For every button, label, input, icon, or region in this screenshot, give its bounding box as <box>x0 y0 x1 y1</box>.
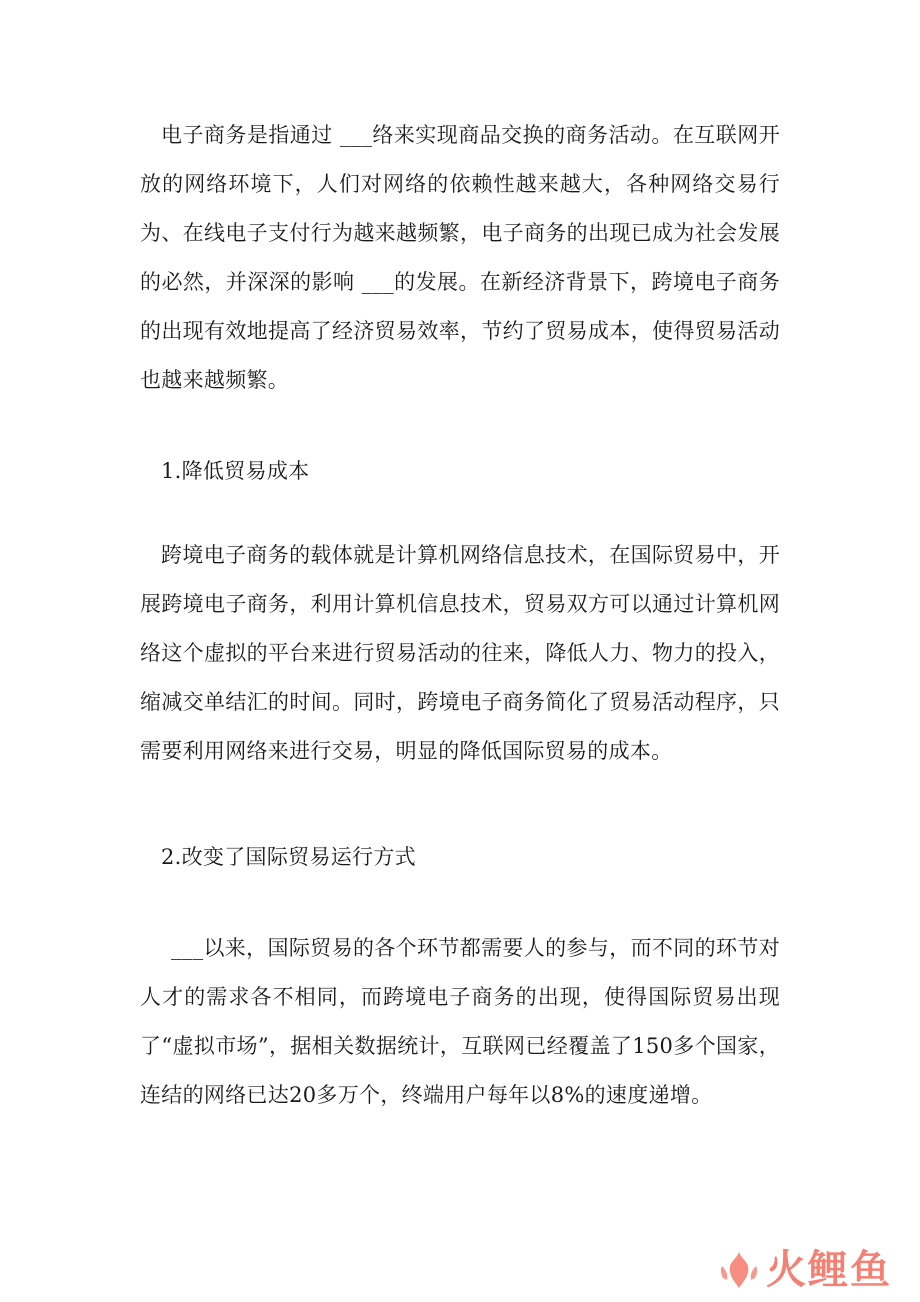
section-heading-2: 2.改变了国际贸易运行方式 <box>161 845 416 869</box>
paragraph-cost: 跨境电子商务的载体就是计算机网络信息技术，在国际贸易中，开展跨境电子商务，利用计算机信息技术，贸易双方可以通过计算机网络这个虚拟的平台来进行贸易活动的往来，降低人力、物力的投入，缩减交单结汇的时间。同时，跨境电子商务简化了贸易活动程序，只需要利用网络来进行交易，明显的降低国际贸易的成本。 <box>140 543 780 763</box>
fire-icon <box>716 1248 762 1292</box>
paragraph-trade-mode: ___以来，国际贸易的各个环节都需要人的参与，而不同的环节对人才的需求各不相同，而跨境电子商务的出现，使得国际贸易出现了“虚拟市场”，据相关数据统计，互联网已经覆盖了150多个国家，连结的网络已达20多万个，终端用户每年以8%的速度递增。 <box>140 936 780 1107</box>
section-heading-1: 1.降低贸易成本 <box>161 459 310 483</box>
watermark-logo <box>716 1248 892 1292</box>
paragraph-intro: 电子商务是指通过 ___络来实现商品交换的商务活动。在互联网开放的网络环境下，人们对网络的依赖性越来越大，各种网络交易行为、在线电子支付行为越来越频繁，电子商务的出现已成为社会发展的必然，并深深的影响 ___的发展。在新经济背景下，跨境电子商务的出现有效地提高了经济贸易效率，节约了贸易成本，使得贸易活动也越来越频繁。 <box>140 123 780 392</box>
watermark-text: 火鲤鱼 <box>766 1247 892 1293</box>
